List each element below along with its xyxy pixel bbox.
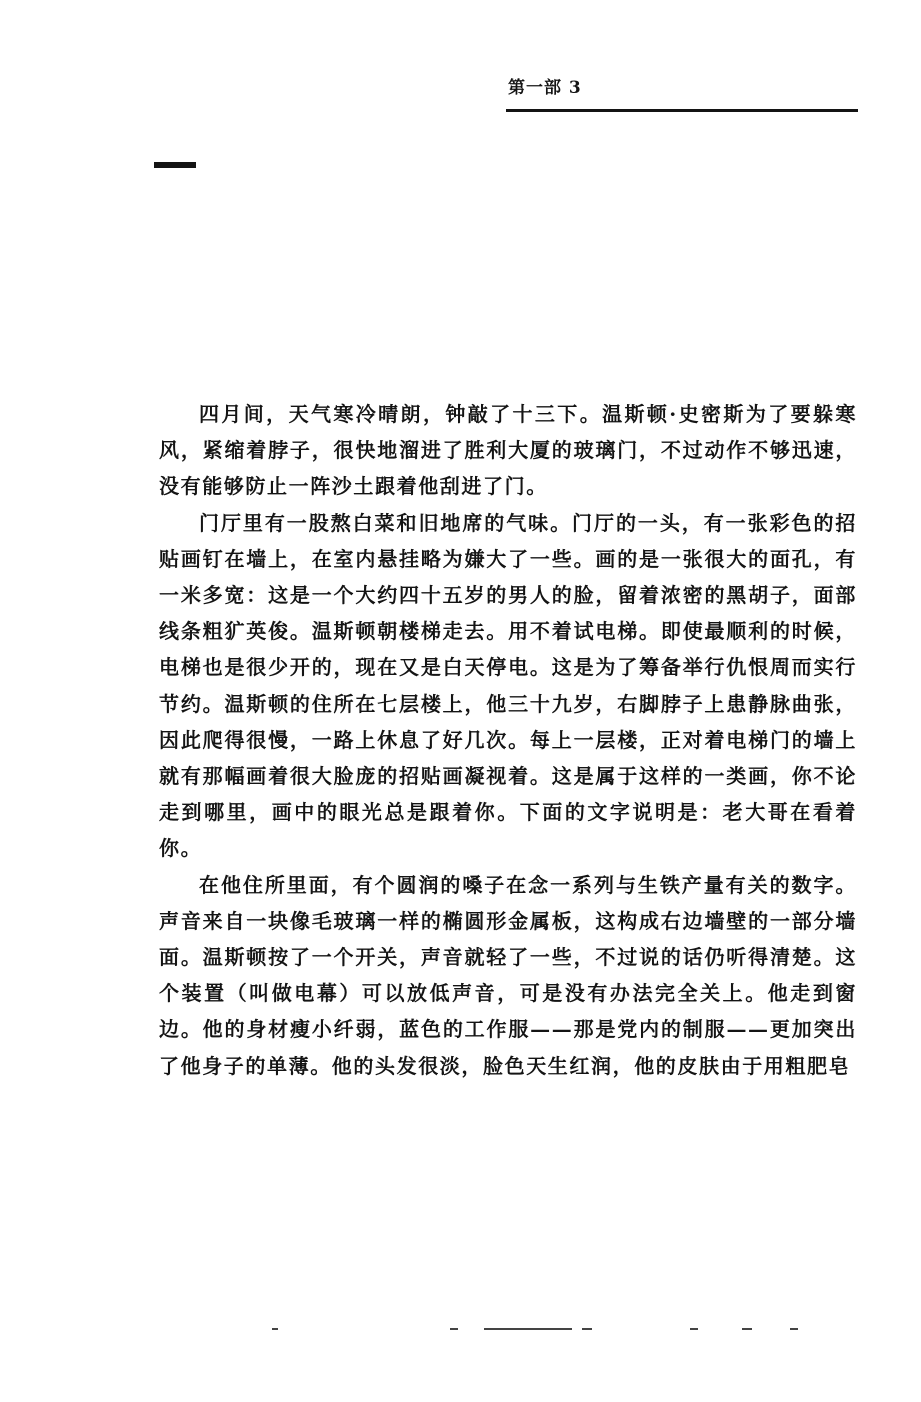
running-head <box>506 78 858 118</box>
running-head-rule <box>506 109 858 112</box>
paragraph-3: 在他住所里面，有个圆润的嗓子在念一系列与生铁产量有关的数字。声音来自一块像毛玻璃一样的椭圆形金属板，这构成右边墙壁的一部分墙面。温斯顿按了一个开关，声音就轻了一些，不过说的话仍听得清楚。这个装置（叫做电幕）可以放低声音，可是没有办法完全关上。他走到窗边。他的身材瘦小纤弱，蓝色的工作服——那是党内的制服——更加突出了他身子的单薄。他的头发很淡，脸色天生红润，他的皮肤由于用粗肥皂 <box>159 872 857 1078</box>
scan-mark <box>484 1328 572 1330</box>
body-text <box>159 396 857 1084</box>
paragraph-1: 四月间，天气寒冷晴朗，钟敲了十三下。温斯顿·史密斯为了要躲寒风，紧缩着脖子，很快地溜进了胜利大厦的玻璃门，不过动作不够迅速，没有能够防止一阵沙土跟着他刮进了门。 <box>159 402 857 499</box>
paragraph-2: 门厅里有一股熬白菜和旧地席的气味。门厅的一头，有一张彩色的招贴画钉在墙上，在室内悬挂略为嫌大了一些。画的是一张很大的面孔，有一米多宽：这是一个大约四十五岁的男人的脸，留着浓密的黑胡子，面部线条粗犷英俊。温斯顿朝楼梯走去。用不着试电梯。即使最顺利的时候，电梯也是很少开的，现在又是白天停电。这是为了筹备举行仇恨周而实行节约。温斯顿的住所在七层楼上，他三十九岁，右脚脖子上患静脉曲张，因此爬得很慢，一路上休息了好几次。每上一层楼，正对着电梯门的墙上就有那幅画着很大脸庞的招贴画凝视着。这是属于这样的一类画，你不论走到哪里，画中的眼光总是跟着你。下面的文字说明是：老大哥在看着你。 <box>159 510 857 861</box>
scan-mark <box>450 1328 458 1330</box>
chapter-number-mark <box>154 162 196 168</box>
scan-mark <box>272 1328 278 1330</box>
scan-mark <box>690 1328 698 1330</box>
scan-mark <box>582 1328 592 1330</box>
scan-artifact-marks <box>272 1326 812 1332</box>
scan-mark <box>790 1328 798 1330</box>
scan-mark <box>742 1328 752 1330</box>
running-head-title: 第一部 3 <box>508 78 582 98</box>
